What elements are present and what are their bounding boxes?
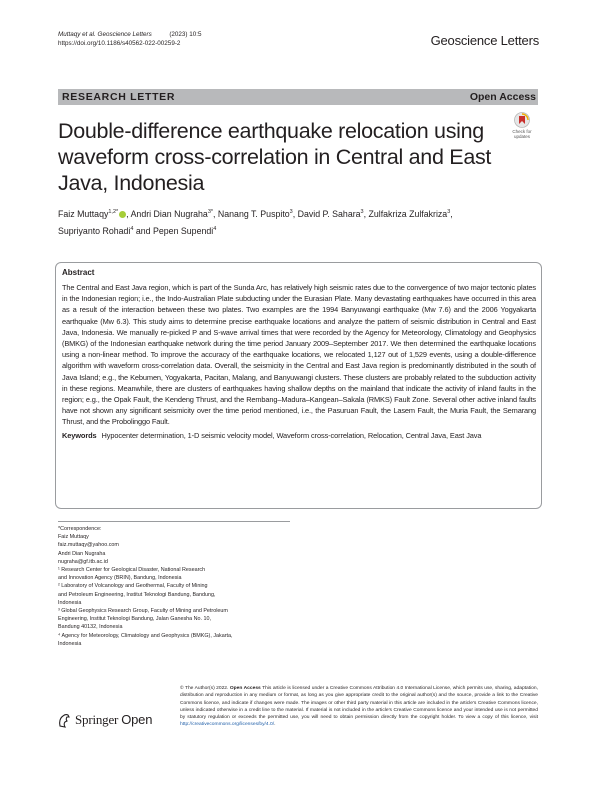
abstract-text: The Central and East Java region, which is part of the Sunda Arc, has relatively high seismic rates due to the convergence of two major tectonic plates in the Indonesian region; i.e., the Indo-Australian Plate subducting under the Eurasian Plate. Many devastating earthquakes have occurred in this area as a result of the interaction between these two plates. Two examples are the 1994 Banyuwangi earthquake (Mw 7.6) and the 2006 Yogyakarta earthquake (Mw 6.3). This study aims to determine precise earthquake locations and analyze the pattern of seismic distribution in Central and East Java, Indonesia. We manually re-picked P and S-wave arrival times that were recorded by the Agency for Meteorology, Climatology and Geophysics (BMKG) of the Indonesian earthquake network during the time period January 2009–September 2017. We then determined the earthquake locations using a non-linear method. To improve the accuracy of the earthquake locations, we relocated 1,127 out of 1,529 events, using a double-difference algorithm with waveform cross-correlation data. Overall, the seismicity in the Central and East Java region is predominantly distributed in the south of Java Island; e.g., the Kebumen, Yogyakarta, Pacitan, Malang, and Banyuwangi clusters. These clusters are probably related to the subduction activity in these regions. Meanwhile, there are clusters of earthquakes having shallow depths on the mainland that indicate the activity of inland faults in the region; e.g., the Opak Fault, the Kendeng Thrust, and the Rembang–Madura–Kangean–Sakala (RMKS) Fault Zone. Several other active inland faults have not shown any significant seismicity over the time period mentioned, i.e., the Pasuruan Fault, the Lasem Fault, the Muria Fault, the Semarang Thrust, and the Probolinggo Fault. bbox=[62, 283, 536, 427]
license-statement bbox=[180, 685, 538, 729]
correspondence-divider bbox=[58, 521, 290, 522]
affiliation-line: ¹ Research Center for Geological Disaster, National Research bbox=[58, 567, 206, 574]
author-affiliation: 4 bbox=[213, 225, 217, 232]
check-for-updates-button[interactable] bbox=[506, 112, 538, 142]
keywords-text: Hypocenter determination, 1-D seismic velocity model, Waveform cross-correlation, Relocation, Central Java, East Java bbox=[101, 430, 482, 440]
keywords-label: Keywords bbox=[62, 430, 97, 440]
affiliation-line: Indonesia bbox=[58, 640, 82, 647]
license-open-access: Open Access bbox=[229, 686, 261, 691]
affiliation-line: ³ Global Geophysics Research Group, Faculty of Mining and Petroleum bbox=[58, 608, 228, 615]
keywords bbox=[62, 430, 536, 441]
affiliation-line: Bandung 40132, Indonesia bbox=[58, 624, 123, 631]
correspondence-email[interactable]: faiz.muttaqy@yahoo.com bbox=[58, 542, 119, 549]
check-updates-line1: Check for bbox=[512, 129, 532, 134]
affiliation-line: Engineering, Institut Teknologi Bandung, Jalan Ganesha No. 10, bbox=[58, 616, 212, 623]
affiliation-line: Indonesia bbox=[58, 599, 82, 606]
author-affiliation: 4 bbox=[130, 225, 134, 232]
affiliation-line: ² Laboratory of Volcanology and Geothermal, Faculty of Mining bbox=[58, 583, 208, 590]
license-prefix: © The Author(s) 2022. bbox=[180, 686, 229, 691]
publisher-suffix: Open bbox=[121, 712, 153, 727]
publisher-name: Springer bbox=[75, 712, 119, 727]
correspondence-email[interactable]: nugraha@gf.itb.ac.id bbox=[58, 558, 108, 565]
springer-open-logo bbox=[57, 712, 152, 728]
author-name[interactable]: Pepen Supendi bbox=[153, 225, 214, 236]
citation-authors: Muttaqy et al. Geoscience Letters bbox=[58, 31, 152, 38]
affiliation-line: ⁴ Agency for Meteorology, Climatology and Geophysics (BMKG), Jakarta, bbox=[58, 632, 233, 639]
author-affiliation: 1,2* bbox=[108, 209, 119, 215]
license-text: This article is licensed under a Creative Commons Attribution 4.0 International License, which permits use, sharing, adaptation, distribution and reproduction in any medium or format, as long as you give appropriate credit to the original author(s) and the source, provide a link to the Creative Commons licence, and indicate if changes were made. The images or other third party material in this article are included in the article's Creative Commons licence, unless indicated otherwise in a credit line to the material. If material is not included in the article's Creative Commons licence and your intended use is not permitted by statutory regulation or exceeds the permitted use, you will need to obtain permission directly from the copyright holder. To view a copy of this licence, visit bbox=[180, 686, 538, 721]
citation-header bbox=[58, 31, 202, 48]
journal-name: Geoscience Letters bbox=[430, 33, 539, 48]
check-updates-icon bbox=[514, 112, 530, 128]
author-name[interactable]: Supriyanto Rohadi bbox=[58, 225, 131, 236]
author-name[interactable]: Andri Dian Nugraha bbox=[130, 208, 208, 219]
correspondence-block bbox=[58, 525, 288, 648]
doi-link[interactable]: https://doi.org/10.1186/s40562-022-00259-2 bbox=[58, 39, 181, 47]
author-affiliation: 3 bbox=[360, 209, 364, 215]
citation-year: (2023) 10:5 bbox=[169, 31, 202, 38]
affiliation-line: and Innovation Agency (BRIN), Bandung, Indonesia bbox=[58, 575, 182, 582]
article-type: RESEARCH LETTER bbox=[62, 91, 176, 103]
author-name[interactable]: Nanang T. Puspito bbox=[217, 208, 290, 219]
author-list: Faiz Muttaqy$^{1,2*}$ , Andri Dian Nugraha$^{3*}$, Nanang T. Puspito$^3$, David P. Sahara$^3$, Zulfakriza Zulfakriza$^3$, Supriyanto Rohadi$^4$ and Pepen Supendi$^4$ bbox=[58, 208, 453, 236]
author-name[interactable]: David P. Sahara bbox=[297, 208, 361, 219]
author-affiliation: 3* bbox=[207, 209, 214, 215]
abstract-box bbox=[55, 262, 542, 509]
springer-horse-icon bbox=[57, 712, 71, 728]
affiliation-line: and Petroleum Engineering, Institut Teknologi Bandung, Bandung, bbox=[58, 591, 216, 598]
correspondence-line: *Correspondence: bbox=[58, 526, 102, 532]
author-affiliation: 3 bbox=[447, 209, 451, 215]
article-banner bbox=[58, 89, 538, 105]
orcid-icon[interactable] bbox=[119, 211, 126, 218]
check-updates-line2: updates bbox=[513, 134, 530, 139]
correspondence-line: Faiz Muttaqy bbox=[58, 534, 89, 541]
article-title: Double-difference earthquake relocation using waveform cross-correlation in Central and East Java, Indonesia bbox=[58, 119, 492, 195]
correspondence-line: Andri Dian Nugraha bbox=[58, 550, 106, 557]
author-name[interactable]: Zulfakriza Zulfakriza bbox=[368, 208, 448, 219]
author-name[interactable]: Faiz Muttaqy bbox=[58, 208, 109, 219]
open-access-label: Open Access bbox=[469, 91, 536, 103]
abstract-heading: Abstract bbox=[62, 268, 95, 277]
author-affiliation: 3 bbox=[289, 209, 293, 215]
license-end: . bbox=[274, 722, 276, 728]
license-link[interactable]: http://creativecommons.org/licenses/by/4.0/ bbox=[180, 722, 275, 728]
